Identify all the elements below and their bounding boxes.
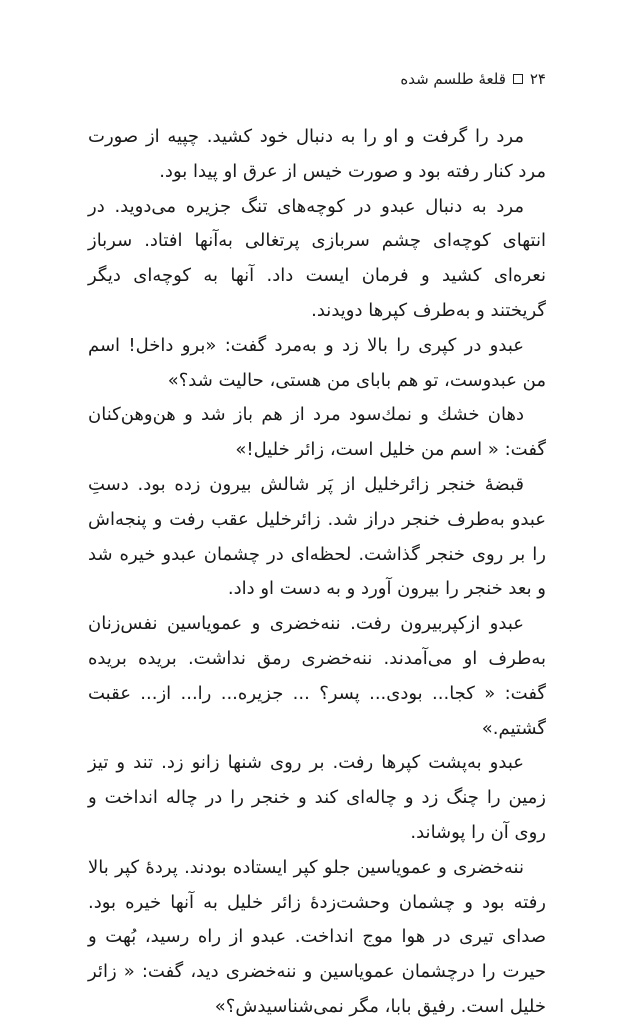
paragraph-1: مرد را گرفت و او را به دنبال خود کشید. چپیه از صورت مرد کنار رفته بود و صورت خیس از عرق او پیدا بود. [88, 126, 546, 182]
paragraph-2: مرد به دنبال عبدو در کوچه‌های تنگ جزیره می‌دوید. در انتهای کوچه‌ای چشم سربازی پرتغالی به‌آنها افتاد. سرباز نعره‌ای کشید و فرمان ایست داد. آنها به کوچه‌ای دیگر گریختند و به‌طرف کپرها دویدند. [88, 195, 546, 321]
book-title: قلعهٔ طلسم شده [400, 70, 506, 88]
header-square-icon [513, 74, 523, 84]
paragraph-3: عبدو در کپری را بالا زد و به‌مرد گفت: «برو داخل! اسم من عبدوست، تو هم بابای من هستی، حالیت شد؟» [88, 334, 546, 391]
paragraph-8: ننه‌خضری و عمویاسین جلو کپر ایستاده بودند. پردهٔ کپر بالا رفته بود و چشمان وحشت‌زدهٔ زائر خلیل به آنها خیره بود. صدای تیری در هوا موج انداخت. عبدو از راه رسید، بُهت و حیرت را درچشمان عمویاسین و ننه‌خضری دید، گفت: « زائر خلیل است. رفیق بابا، مگر نمی‌شناسیدش؟» [88, 856, 546, 1017]
running-header [400, 70, 546, 88]
page-number: ۲۴ [529, 70, 546, 88]
paragraph-5: قبضهٔ خنجر زائرخلیل از پَر شالش بیرون زده بود. دستِ عبدو به‌طرف خنجر دراز شد. زائرخلیل عقب رفت و پنجه‌اش را بر روی خنجر گذاشت. لحظه‌ای در چشمان عبدو خیره شد و بعد خنجر را بیرون آورد و به دست او داد. [88, 473, 546, 600]
body-text [88, 120, 546, 1025]
paragraph-7: عبدو به‌پشت کپرها رفت. بر روی شنها زانو زد. تند و تیز زمین را چنگ زد و چاله‌ای کند و خنجر را در چاله انداخت و روی آن را پوشاند. [88, 752, 546, 843]
paragraph-4: دهان خشك و نمك‌سود مرد از هم باز شد و هن‌وهن‌کنان گفت: « اسم من خلیل است، زائر خلیل!» [88, 404, 546, 461]
paragraph-6: عبدو ازکپربیرون رفت. ننه‌خضری و عمویاسین نفس‌زنان به‌طرف او می‌آمدند. ننه‌خضری رمق نداشت. بریده بریده گفت: « کجا... بودی... پسر؟ ... جزیره... را... از... عقبت گشتیم.» [88, 613, 546, 739]
